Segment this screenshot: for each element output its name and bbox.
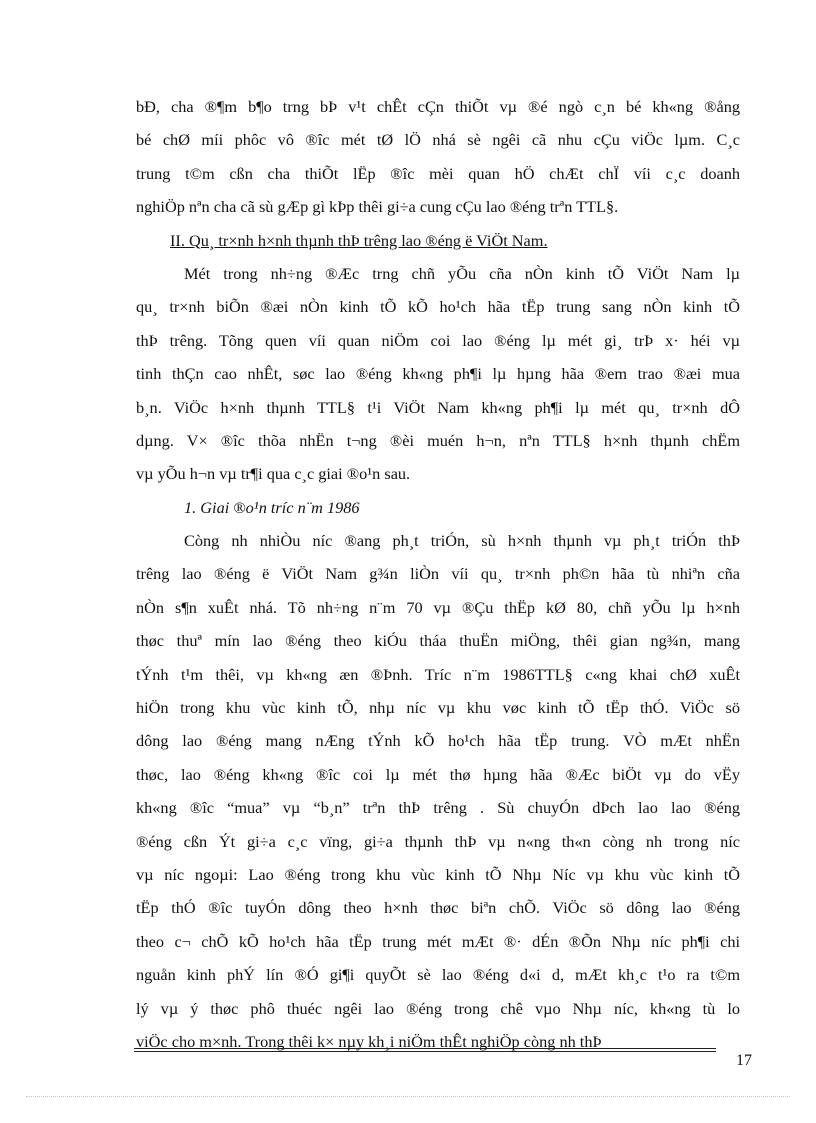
text-line: thÞ trêng. Tõng quen víi quan niÖm coi lao ®éng lµ mét gi¸ trÞ x· héi vµ <box>136 330 740 350</box>
text-line: dµng. V× ®îc thõa nhËn t¬ng ®èi muén h¬n, nªn TTL§ h×nh thµnh chËm <box>136 430 740 450</box>
body-text <box>136 90 740 1058</box>
text-line: qu¸ tr×nh biÕn ®æi nÒn kinh tÕ kÕ ho¹ch hãa tËp trung sang nÒn kinh tÕ <box>136 297 740 317</box>
section-heading: II. Qu¸ tr×nh h×nh thµnh thÞ trêng lao ®éng ë ViÖt Nam. <box>170 230 548 250</box>
text-line: tËp thÓ ®îc tuyÓn dông theo h×nh thøc biªn chÕ. ViÖc sö dông lao ®éng <box>136 898 740 918</box>
footer-rule <box>134 1048 716 1049</box>
text-line: tinh thÇn cao nhÊt, søc lao ®éng kh«ng ph¶i lµ hµng hãa ®em trao ®æi mua <box>136 364 740 384</box>
text-line: kh«ng ®îc “mua” vµ “b¸n” trªn thÞ trêng . Sù chuyÓn dÞch lao lao ®éng <box>136 798 740 818</box>
text-line: dông lao ®éng mang nÆng tÝnh kÕ ho¹ch hãa tËp trung. VÒ mÆt nhËn <box>136 731 740 751</box>
text-line: vµ yÕu h¬n vµ tr¶i qua c¸c giai ®o¹n sau. <box>136 464 411 484</box>
text-line: tÝnh t¹m thêi, vµ kh«ng æn ®Þnh. Tríc n¨m 1986TTL§ c«ng khai chØ xuÊt <box>136 664 740 684</box>
subsection-heading: 1. Giai ®o¹n tríc n¨m 1986 <box>184 497 360 517</box>
text-line: Mét trong nh÷ng ®Æc trng chñ yÕu cña nÒn kinh tÕ ViÖt Nam lµ <box>184 263 740 283</box>
text-line: trêng lao ®éng ë ViÖt Nam g¾n liÒn víi qu¸ tr×nh ph©n hãa tù nhiªn cña <box>136 564 740 584</box>
text-line: thøc thuª mín lao ®éng theo kiÓu tháa thuËn miÖng, thêi gian ng¾n, mang <box>136 631 740 651</box>
text-line: bÐ, cha ®¶m b¶o trng bÞ v¹t chÊt cÇn thiÕt vµ ®é ngò c¸n bé kh«ng ®ång <box>136 97 740 116</box>
text-line: trung t©m cßn cha thiÕt lËp ®îc mèi quan hÖ chÆt chÏ víi c¸c doanh <box>136 163 740 183</box>
text-line: b¸n. ViÖc h×nh thµnh TTL§ t¹i ViÖt Nam kh«ng ph¶i lµ mét qu¸ tr×nh dÔ <box>136 397 740 417</box>
text-line: vµ níc ngoµi: Lao ®éng trong khu vùc kinh tÕ Nhµ Níc vµ khu vùc kinh tÕ <box>136 864 740 884</box>
text-line: lý vµ ý thøc phô thuéc ngêi lao ®éng trong chê vµo Nhµ níc, kh«ng tù lo <box>136 998 740 1018</box>
text-line: nguån kinh phÝ lín ®Ó gi¶i quyÕt sè lao ®éng d«i d, mÆt kh¸c t¹o ra t©m <box>136 965 740 985</box>
page-bottom-border <box>26 1096 790 1097</box>
text-line: ®éng cßn Ýt gi÷a c¸c vïng, gi÷a thµnh thÞ vµ n«ng th«n còng nh trong níc <box>136 831 740 851</box>
footer-rule-double <box>134 1051 716 1052</box>
page-number: 17 <box>736 1052 752 1069</box>
text-line: viÖc cho m×nh. Trong thêi k× nµy kh¸i niÖm thÊt nghiÖp còng nh thÞ <box>136 1031 602 1051</box>
text-line: bé chØ míi phôc vô ®îc mét tØ lÖ nhá sè ngêi cã nhu cÇu viÖc lµm. C¸c <box>136 130 740 150</box>
text-line: Còng nh nhiÒu níc ®ang ph¸t triÓn, sù h×nh thµnh vµ ph¸t triÓn thÞ <box>184 531 740 551</box>
text-line: theo c¬ chÕ kÕ ho¹ch hãa tËp trung mét mÆt ®· dÉn ®Õn Nhµ níc ph¶i chi <box>136 931 740 951</box>
text-line: nghiÖp nªn cha cã sù gÆp gì kÞp thêi gi÷a cung cÇu lao ®éng trªn TTL§. <box>136 197 619 217</box>
text-line: thøc, lao ®éng kh«ng ®îc coi lµ mét thø hµng hãa ®Æc biÖt vµ do vËy <box>136 764 740 784</box>
text-line: nÒn s¶n xuÊt nhá. Tõ nh÷ng n¨m 70 vµ ®Çu thËp kØ 80, chñ yÕu lµ h×nh <box>136 597 740 617</box>
text-line: hiÖn trong khu vùc kinh tÕ, nhµ níc vµ khu vøc kinh tÕ tËp thÓ. ViÖc sö <box>136 698 740 718</box>
